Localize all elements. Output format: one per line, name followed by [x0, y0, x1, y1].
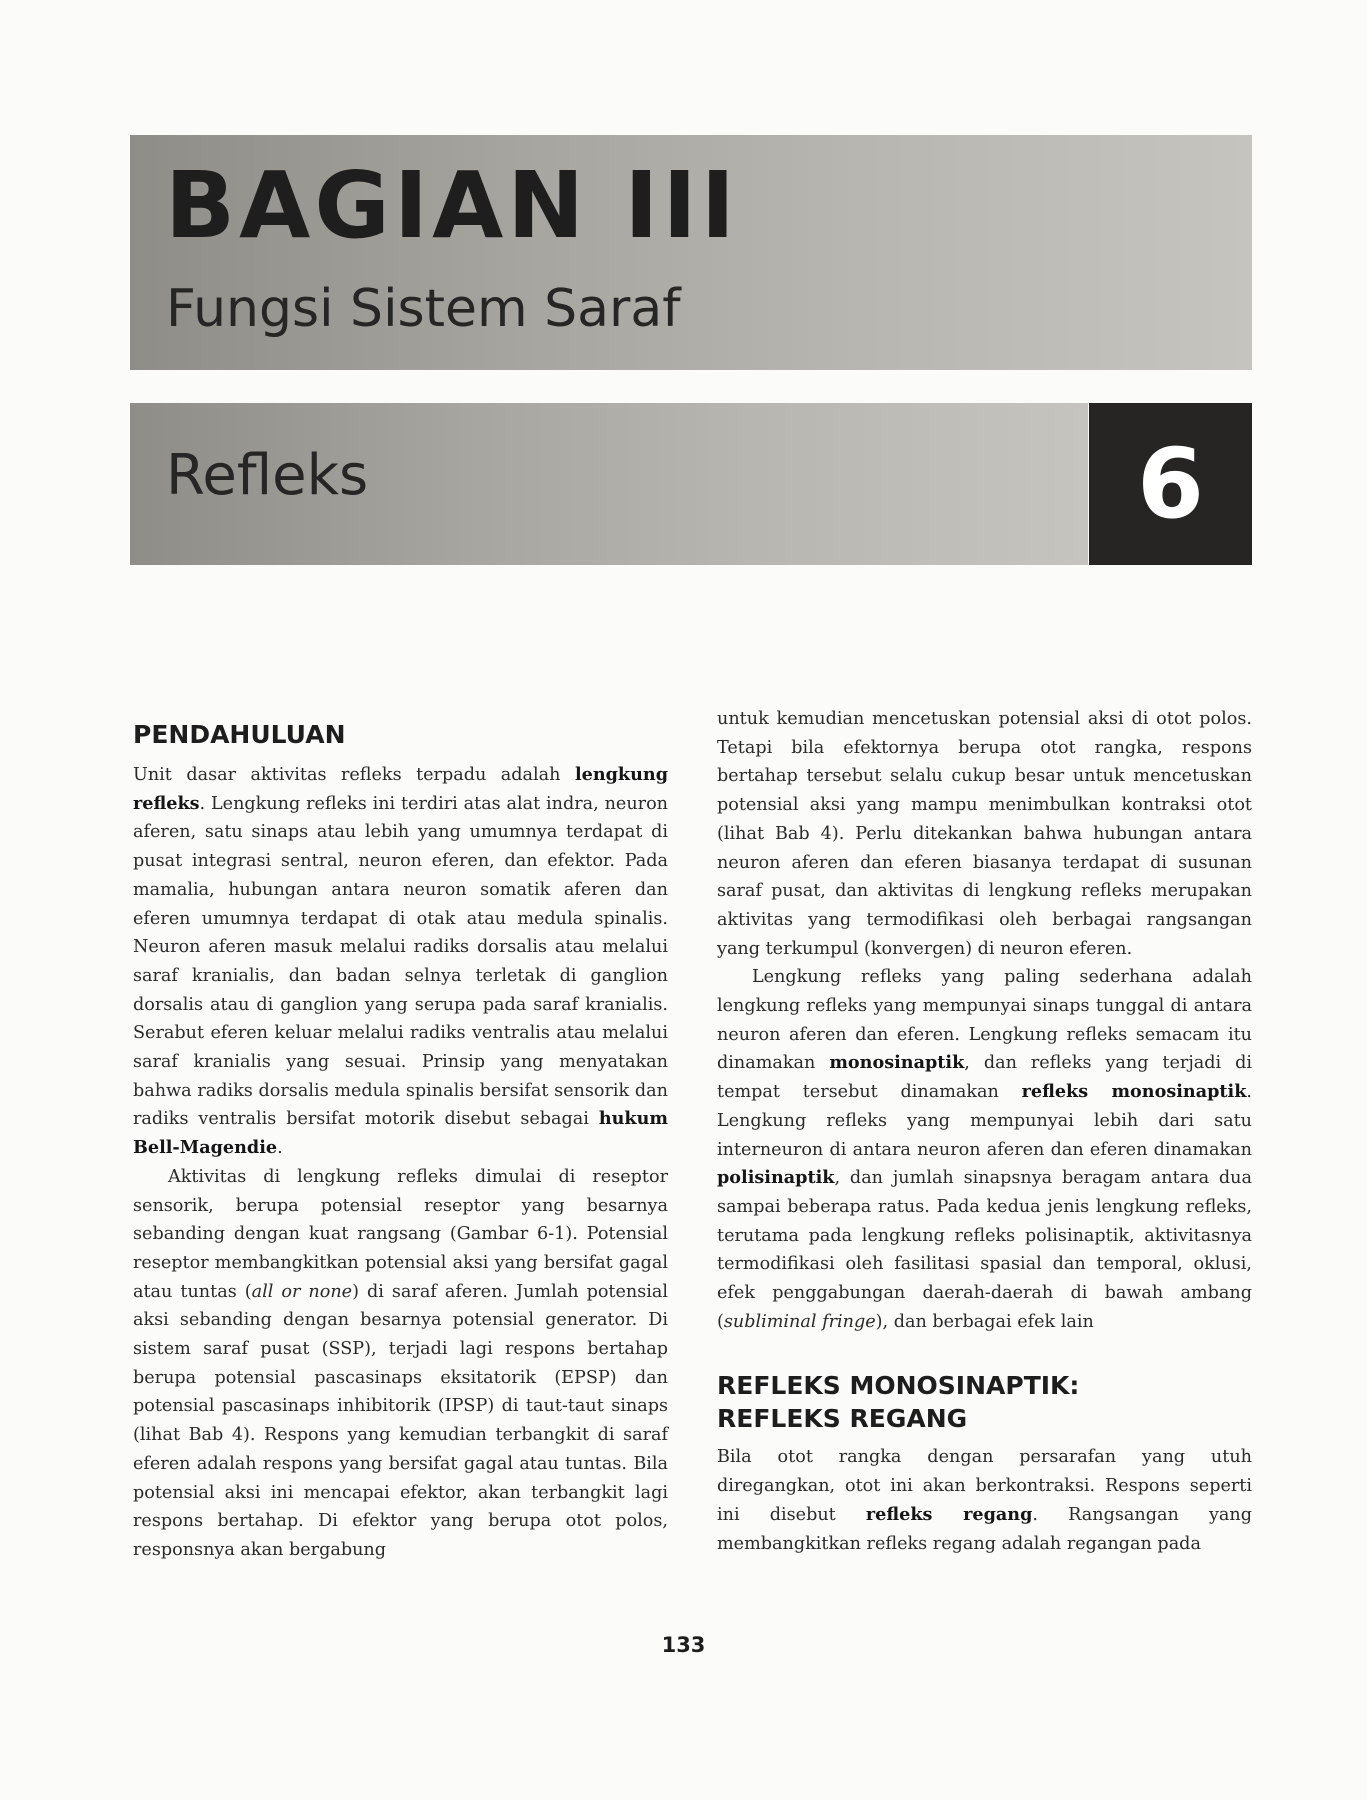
part-banner [130, 135, 1252, 370]
text-span: . Rangsangan yang membangkitkan refleks regang adalah regangan pada [717, 1504, 1253, 1554]
text-span: Lengkung refleks yang paling sederhana adalah lengkung refleks yang mempunyai sinaps tunggal di antara neuron aferen dan eferen. Lengkung refleks semacam itu dinamakan [717, 967, 1252, 1074]
chapter-title: Refleks [166, 443, 369, 508]
text-span: Aktivitas di lengkung refleks dimulai di reseptor sensorik, berupa potensial reseptor yang besarnya sebanding dengan kuat rangsang (Gambar 6-1). Potensial reseptor membangkitkan potensial aksi yang bersifat gagal atau tuntas ( [133, 1166, 668, 1302]
text-span: . Lengkung refleks yang mempunyai lebih dari satu interneuron di antara neuron aferen dan eferen dinamakan [717, 1082, 1252, 1160]
right-column [717, 705, 1252, 1558]
paragraph [717, 963, 1252, 1336]
text-span: ) di saraf aferen. Jumlah potensial aksi sebanding dengan besarnya potensial generator. Di sistem saraf pusat (SSP), terjadi lagi respons bertahap berupa potensial pascasinaps eksitatorik (EPSP) dan potensial pascasinaps inhibitorik (IPSP) di taut-taut sinaps (lihat Bab 4). Respons yang kemudian terbangkit di saraf eferen adalah respons yang bersifat gagal atau tuntas. Bila potensial aksi ini mencapai efektor, akan terbangkit lagi respons bertahap. Di efektor yang berupa otot polos, responsnya akan bergabung [133, 1281, 669, 1560]
chapter-number: 6 [1089, 403, 1252, 565]
term-refleks-monosinaptik: refleks monosinaptik [1021, 1081, 1247, 1103]
part-label: BAGIAN III [165, 152, 739, 259]
paragraph [133, 761, 668, 1163]
term-subliminal-fringe: subliminal fringe [723, 1311, 876, 1332]
text-span: . [277, 1138, 283, 1159]
text-span: , dan refleks yang terjadi di tempat tersebut dinamakan [717, 1053, 1252, 1103]
term-hukum-bell-magendie: hukum Bell-Magendie [133, 1108, 668, 1159]
term-refleks-regang: refleks regang [865, 1503, 1033, 1525]
paragraph [717, 1443, 1252, 1558]
term-polisinaptik: polisinaptik [717, 1167, 835, 1189]
paragraph [133, 1163, 668, 1565]
section-heading-monosinaptik [717, 1369, 1252, 1435]
text-span: . Lengkung refleks ini terdiri atas alat indra, neuron aferen, satu sinaps atau lebih yang umumnya terdapat di pusat integrasi sentral, neuron eferen, dan efektor. Pada mamalia, hubungan antara neuron somatik aferen dan eferen umumnya terdapat di otak atau medula spinalis. Neuron aferen masuk melalui radiks dorsalis atau melalui saraf kranialis, dan badan selnya terletak di ganglion dorsalis atau di ganglion yang serupa pada saraf kranialis. Serabut eferen keluar melalui radiks ventralis atau melalui saraf kranialis yang sesuai. Prinsip yang menyatakan bahwa radiks dorsalis medula spinalis bersifat sensorik dan radiks ventralis bersifat motorik disebut sebagai [133, 793, 668, 1130]
chapter-banner [130, 403, 1088, 565]
left-column [133, 705, 668, 1565]
term-lengkung-refleks: lengkung refleks [133, 764, 668, 814]
page-number: 133 [661, 1633, 706, 1657]
text-span: ), dan berbagai efek lain [875, 1311, 1094, 1332]
section-heading-pendahuluan: PENDAHULUAN [133, 720, 346, 749]
term-monosinaptik: monosinaptik [829, 1052, 965, 1074]
text-span: , dan jumlah sinapsnya beragam antara dua sampai beberapa ratus. Pada kedua jenis lengkung refleks, terutama pada lengkung refleks polisinaptik, aktivitasnya termodifikasi oleh fasilitasi spasial dan temporal, oklusi, efek penggabungan daerah-daerah di bawah ambang ( [717, 1168, 1252, 1332]
text-span: Bila otot rangka dengan persarafan yang utuh diregangkan, otot ini akan berkontraksi. Respons seperti ini disebut [717, 1447, 1252, 1525]
term-all-or-none: all or none [251, 1281, 353, 1302]
text-span: Unit dasar aktivitas refleks terpadu adalah [133, 765, 575, 785]
paragraph: untuk kemudian mencetuskan potensial aksi di otot polos. Tetapi bila efektornya berupa otot rangka, respons bertahap tersebut selalu cukup besar untuk mencetuskan potensial aksi yang mampu menimbulkan kontraksi otot (lihat Bab 4). Perlu ditekankan bahwa hubungan antara neuron aferen dan eferen biasanya terdapat di susunan saraf pusat, dan aktivitas di lengkung refleks merupakan aktivitas yang termodifikasi oleh berbagai rangsangan yang terkumpul (konvergen) di neuron eferen. [717, 709, 1252, 959]
heading-line: REFLEKS MONOSINAPTIK: [717, 1371, 1080, 1401]
part-title: Fungsi Sistem Saraf [166, 279, 681, 339]
heading-line: REFLEKS REGANG [717, 1404, 968, 1434]
